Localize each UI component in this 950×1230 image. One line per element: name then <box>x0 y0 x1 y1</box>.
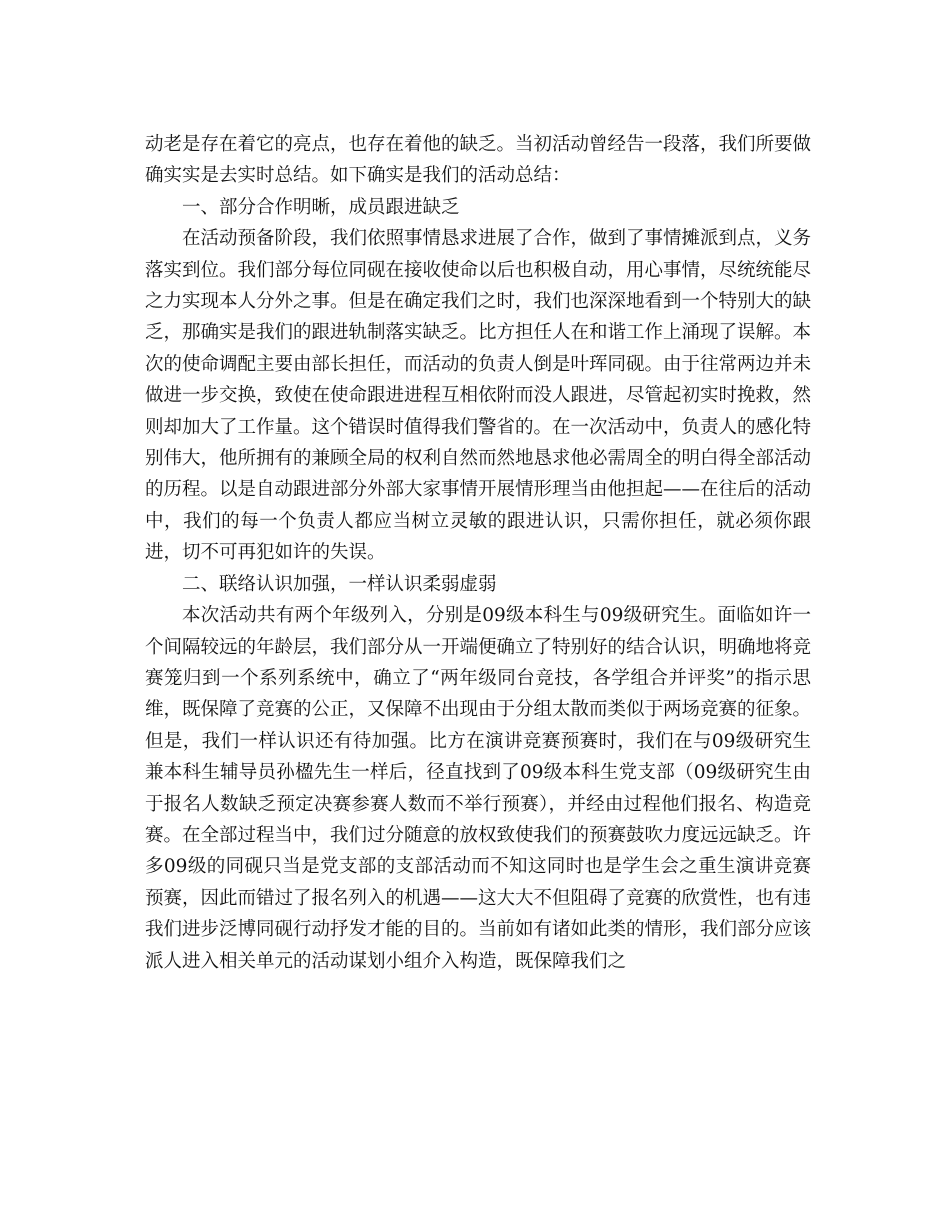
section-heading-2: 二、联络认识加强，一样认识柔弱虚弱 <box>182 573 497 595</box>
paragraph-3: 本次活动共有两个年级列入，分别是09级本科生与09级研究生。面临如许一个间隔较远的年龄层，我们部分从一开端便确立了特别好的结合认识，明确地将竞赛笼归到一个系列系统中，确立了“两年级同台竞技，各学组合并评奖”的指示思维，既保障了竞赛的公正，又保障不出现由于分组太散而类似于两场竞赛的征象。但是，我们一样认识还有待加强。比方在演讲竞赛预赛时，我们在与09级研究生兼本科生辅导员孙楹先生一样后，径直找到了09级本科生党支部（09级研究生由于报名人数缺乏预定决赛参赛人数而不举行预赛），并经由过程他们报名、构造竞赛。在全部过程当中，我们过分随意的放权致使我们的预赛鼓吹力度远远缺乏。许多09级的同砚只当是党支部的支部活动而不知这同时也是学生会之重生演讲竞赛预赛，因此而错过了报名列入的机遇——这大大不但阻碍了竞赛的欣赏性，也有违我们进步泛博同砚行动抒发才能的目的。当前如有诸如此类的情形，我们部分应该派人进入相关单元的活动谋划小组介入构造，既保障我们之 <box>145 605 812 972</box>
document-body <box>145 129 811 977</box>
section-heading-1: 一、部分合作明晰，成员跟进缺乏 <box>182 196 460 218</box>
paragraph-1: 动老是存在着它的亮点，也存在着他的缺乏。当初活动曾经告一段落，我们所要做确实实是去实时总结。如下确实是我们的活动总结： <box>145 134 812 187</box>
paragraph-2: 在活动预备阶段，我们依照事情恳求进展了合作，做到了事情摊派到点，义务落实到位。我们部分每位同砚在接收使命以后也积极自动，用心事情，尽统统能尽之力实现本人分外之事。但是在确定我们之时，我们也深深地看到一个特别大的缺乏，那确实是我们的跟进轨制落实缺乏。比方担任人在和谐工作上涌现了误解。本次的使命调配主要由部长担任，而活动的负责人倒是叶珲同砚。由于往常两边并未做进一步交换，致使在使命跟进进程互相依附而没人跟进，尽管起初实时挽救，然则却加大了工作量。这个错误时值得我们警省的。在一次活动中，负责人的感化特别伟大，他所拥有的兼顾全局的权利自然而然地恳求他必需周全的明白得全部活动的历程。以是自动跟进部分外部大家事情开展情形理当由他担起——在往后的活动中，我们的每一个负责人都应当树立灵敏的跟进认识，只需你担任，就必须你跟进，切不可再犯如许的失误。 <box>145 228 812 564</box>
